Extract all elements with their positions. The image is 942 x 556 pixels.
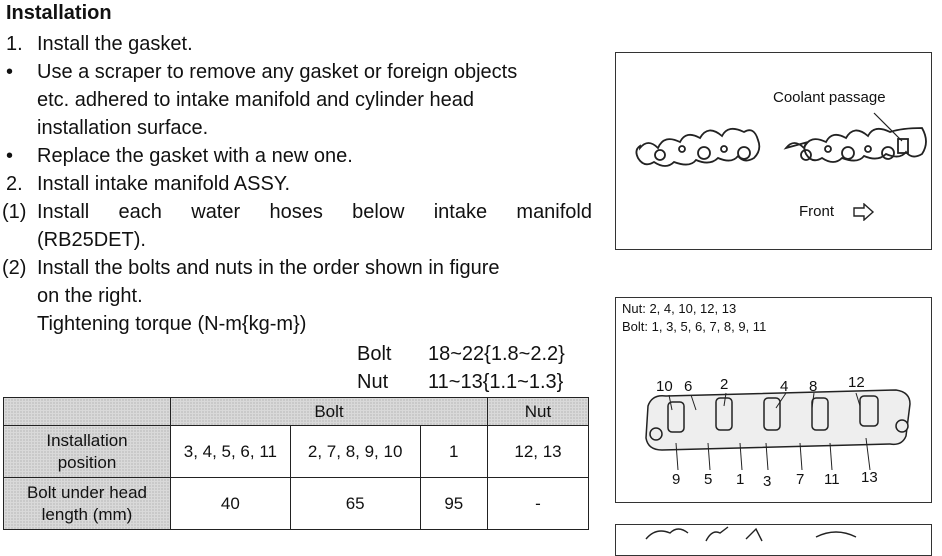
bullet-marker: • [6,61,14,83]
nut-legend: Nut: 2, 4, 10, 12, 13 [622,301,737,316]
table-cell: 1 [420,426,487,478]
order-number: 11 [824,471,840,488]
bullet-marker: • [6,145,14,167]
bullet-scraper-line-1: Use a scraper to remove any gasket or foreign objects [37,61,518,83]
right-gasket-shape [786,128,926,162]
step-2-text: Install intake manifold ASSY. [37,173,291,195]
left-gasket-shape [636,129,759,166]
bullet-replace-line-1: Replace the gasket with a new one. [37,145,353,167]
table-header-bolt: Bolt [171,398,488,426]
substep-2-line-2: on the right. [37,285,143,307]
order-number: 7 [796,471,805,488]
front-arrow-icon [853,203,875,221]
section-heading: Installation [6,2,112,24]
table-cell: 95 [420,478,487,530]
gasket-figure [615,52,932,250]
row-label-line: Installation [46,430,128,450]
bullet-scraper-line-2: etc. adhered to intake manifold and cylinder head [37,89,474,111]
tightening-order-figure [615,297,932,503]
table-row-label [4,426,171,478]
step-2-marker: 2. [6,173,23,195]
bullet-scraper-line-3: installation surface. [37,117,209,139]
order-number: 9 [672,471,681,488]
order-number: 13 [861,469,878,486]
bolt-spec-table [3,397,589,530]
front-label: Front [799,203,835,220]
table-cell: 40 [171,478,291,530]
gasket-illustration [616,53,931,249]
table-row-label [4,478,171,530]
step-1 [6,30,193,58]
bullet-scraper [6,58,13,86]
table-cell: 65 [290,478,420,530]
substep-1-line-2: (RB25DET). [37,229,146,251]
table-cell: 2, 7, 8, 9, 10 [290,426,420,478]
row-label-line: length (mm) [41,504,133,524]
table-header-row [4,398,589,426]
bullet-replace [6,142,13,170]
order-number: 8 [809,378,818,395]
order-number: 4 [780,378,789,395]
partial-figure [615,524,932,556]
row-label-line: Bolt under head [26,482,148,502]
step-1-marker: 1. [6,33,23,55]
substep-2-line-1: Install the bolts and nuts in the order shown in figure [37,257,500,279]
table-cell: 12, 13 [488,426,589,478]
order-number: 12 [848,374,865,391]
step-1-text: Install the gasket. [37,33,193,55]
table-row [4,426,589,478]
manifold-illustration [616,298,931,502]
torque-bolt-value: 18~22{1.8~2.2} [428,343,565,365]
substep-2-marker: (2) [2,257,27,279]
table-header-nut: Nut [488,398,589,426]
partial-illustration [616,525,931,555]
torque-nut-value: 11~13{1.1~1.3} [428,371,564,393]
table-cell: 3, 4, 5, 6, 11 [171,426,291,478]
table-cell: - [488,478,589,530]
torque-bolt-item: Bolt [357,343,392,365]
order-number: 6 [684,378,693,395]
order-number: 1 [736,471,745,488]
table-row [4,478,589,530]
substep-1-line-1: Install each water hoses below intake manifold [37,201,592,223]
order-number: 5 [704,471,713,488]
order-number: 10 [656,378,673,395]
row-label-line: position [57,452,117,472]
order-number: 3 [763,473,772,490]
torque-label: Tightening torque (N-m{kg-m}) [37,313,307,335]
bolt-legend: Bolt: 1, 3, 5, 6, 7, 8, 9, 11 [622,319,767,334]
table-corner-cell [4,398,171,426]
torque-nut-item: Nut [357,371,389,393]
order-number: 2 [720,376,729,393]
substep-1-marker: (1) [2,201,27,223]
coolant-passage-label: Coolant passage [773,89,886,106]
